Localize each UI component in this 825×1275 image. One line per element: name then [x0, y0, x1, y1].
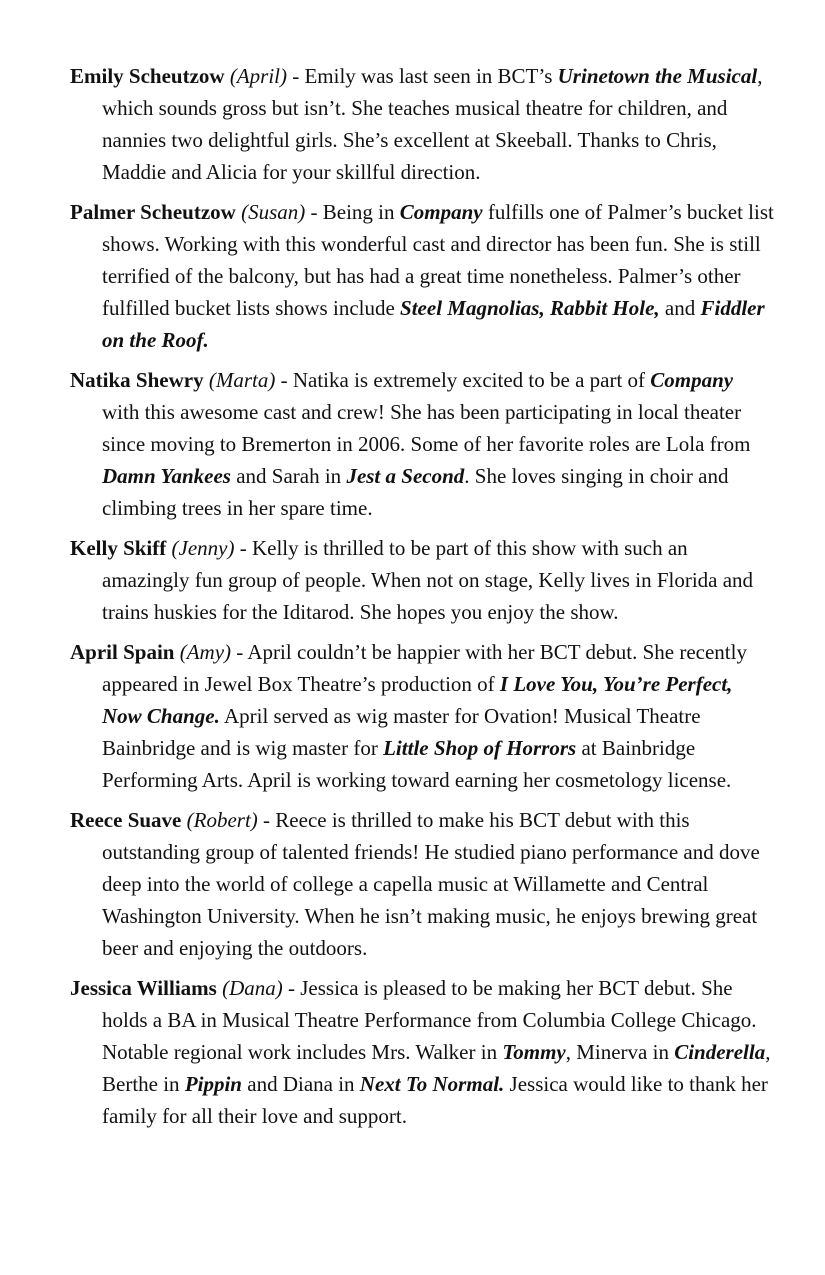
bio-text: with this awesome cast and crew! She has been participating in local theater since moving to Bremerton in 2006. Some of her favorite roles are Lola from	[102, 400, 751, 456]
bio-text: and	[659, 296, 701, 320]
character-role: (April)	[229, 64, 287, 88]
show-title: Steel Magnolias, Rabbit Hole,	[400, 296, 660, 320]
bio-text: - Natika is extremely excited to be a part of	[275, 368, 651, 392]
show-title: Urinetown the Musical	[557, 64, 758, 88]
bio-text: and Sarah in	[230, 464, 347, 488]
bio-text: , Berthe in	[102, 1040, 771, 1096]
character-role: (Robert)	[186, 808, 258, 832]
bio-text: . She loves singing in choir and climbing trees in her spare time.	[102, 464, 729, 520]
bio-text: fulfills one of Palmer’s bucket list shows. Working with this wonderful cast and director has been fun. She is still terrified of the balcony, but has had a great time nonetheless. Palmer’s other fulfilled bucket lists shows include	[102, 200, 774, 320]
cast-bio	[70, 804, 775, 964]
bio-text: and Diana in	[242, 1072, 360, 1096]
show-title: Little Shop of Horrors	[383, 736, 577, 760]
character-role: (Susan)	[241, 200, 306, 224]
bio-text: , Minerva in	[565, 1040, 675, 1064]
show-title: Fiddler on the Roof.	[102, 296, 765, 352]
show-title: I Love You, You’re Perfect, Now Change.	[102, 672, 733, 728]
bio-text: at Bainbridge Performing Arts. April is working toward earning her cosmetology license.	[102, 736, 732, 792]
bio-text: - April couldn’t be happier with her BCT debut. She recently appeared in Jewel Box Theatre’s production of	[102, 640, 747, 696]
character-role: (Marta)	[208, 368, 276, 392]
cast-member-name: April Spain	[70, 640, 175, 664]
show-title: Damn Yankees	[102, 464, 231, 488]
cast-bio	[70, 636, 775, 796]
bio-text: , which sounds gross but isn’t. She teaches musical theatre for children, and nannies two delightful girls. She’s excellent at Skeeball. Thanks to Chris, Maddie and Alicia for your skillful direction.	[102, 64, 763, 184]
cast-bios	[70, 60, 775, 1132]
cast-member-name: Kelly Skiff	[70, 536, 167, 560]
cast-bio	[70, 532, 775, 628]
show-title: Cinderella	[674, 1040, 766, 1064]
show-title: Company	[650, 368, 734, 392]
bio-text: - Kelly is thrilled to be part of this show with such an amazingly fun group of people. When not on stage, Kelly lives in Florida and trains huskies for the Iditarod. She hopes you enjoy the show.	[102, 536, 754, 624]
bio-text: - Emily was last seen in BCT’s	[286, 64, 558, 88]
cast-bio	[70, 364, 775, 524]
character-role: (Dana)	[222, 976, 283, 1000]
show-title: Next To Normal.	[359, 1072, 505, 1096]
cast-member-name: Jessica Williams	[70, 976, 217, 1000]
cast-bio	[70, 196, 775, 356]
cast-bio	[70, 60, 775, 188]
character-role: (Amy)	[179, 640, 232, 664]
show-title: Tommy	[502, 1040, 566, 1064]
cast-member-name: Natika Shewry	[70, 368, 204, 392]
cast-member-name: Palmer Scheutzow	[70, 200, 236, 224]
cast-bio	[70, 972, 775, 1132]
bio-text: - Reece is thrilled to make his BCT debut with this outstanding group of talented friends! He studied piano performance and dove deep into the world of college a capella music at Willamette and Central Washington University. When he isn’t making music, he enjoys brewing great beer and enjoying the outdoors.	[102, 808, 760, 960]
cast-member-name: Emily Scheutzow	[70, 64, 225, 88]
show-title: Company	[399, 200, 483, 224]
show-title: Jest a Second	[346, 464, 465, 488]
bio-text: - Being in	[305, 200, 400, 224]
character-role: (Jenny)	[171, 536, 235, 560]
bio-text: Jessica would like to thank her family for all their love and support.	[102, 1072, 768, 1128]
bio-text: April served as wig master for Ovation! Musical Theatre Bainbridge and is wig master for	[102, 704, 701, 760]
show-title: Pippin	[184, 1072, 242, 1096]
cast-member-name: Reece Suave	[70, 808, 182, 832]
bio-text: - Jessica is pleased to be making her BCT debut. She holds a BA in Musical Theatre Performance from Columbia College Chicago. Notable regional work includes Mrs. Walker in	[102, 976, 757, 1064]
